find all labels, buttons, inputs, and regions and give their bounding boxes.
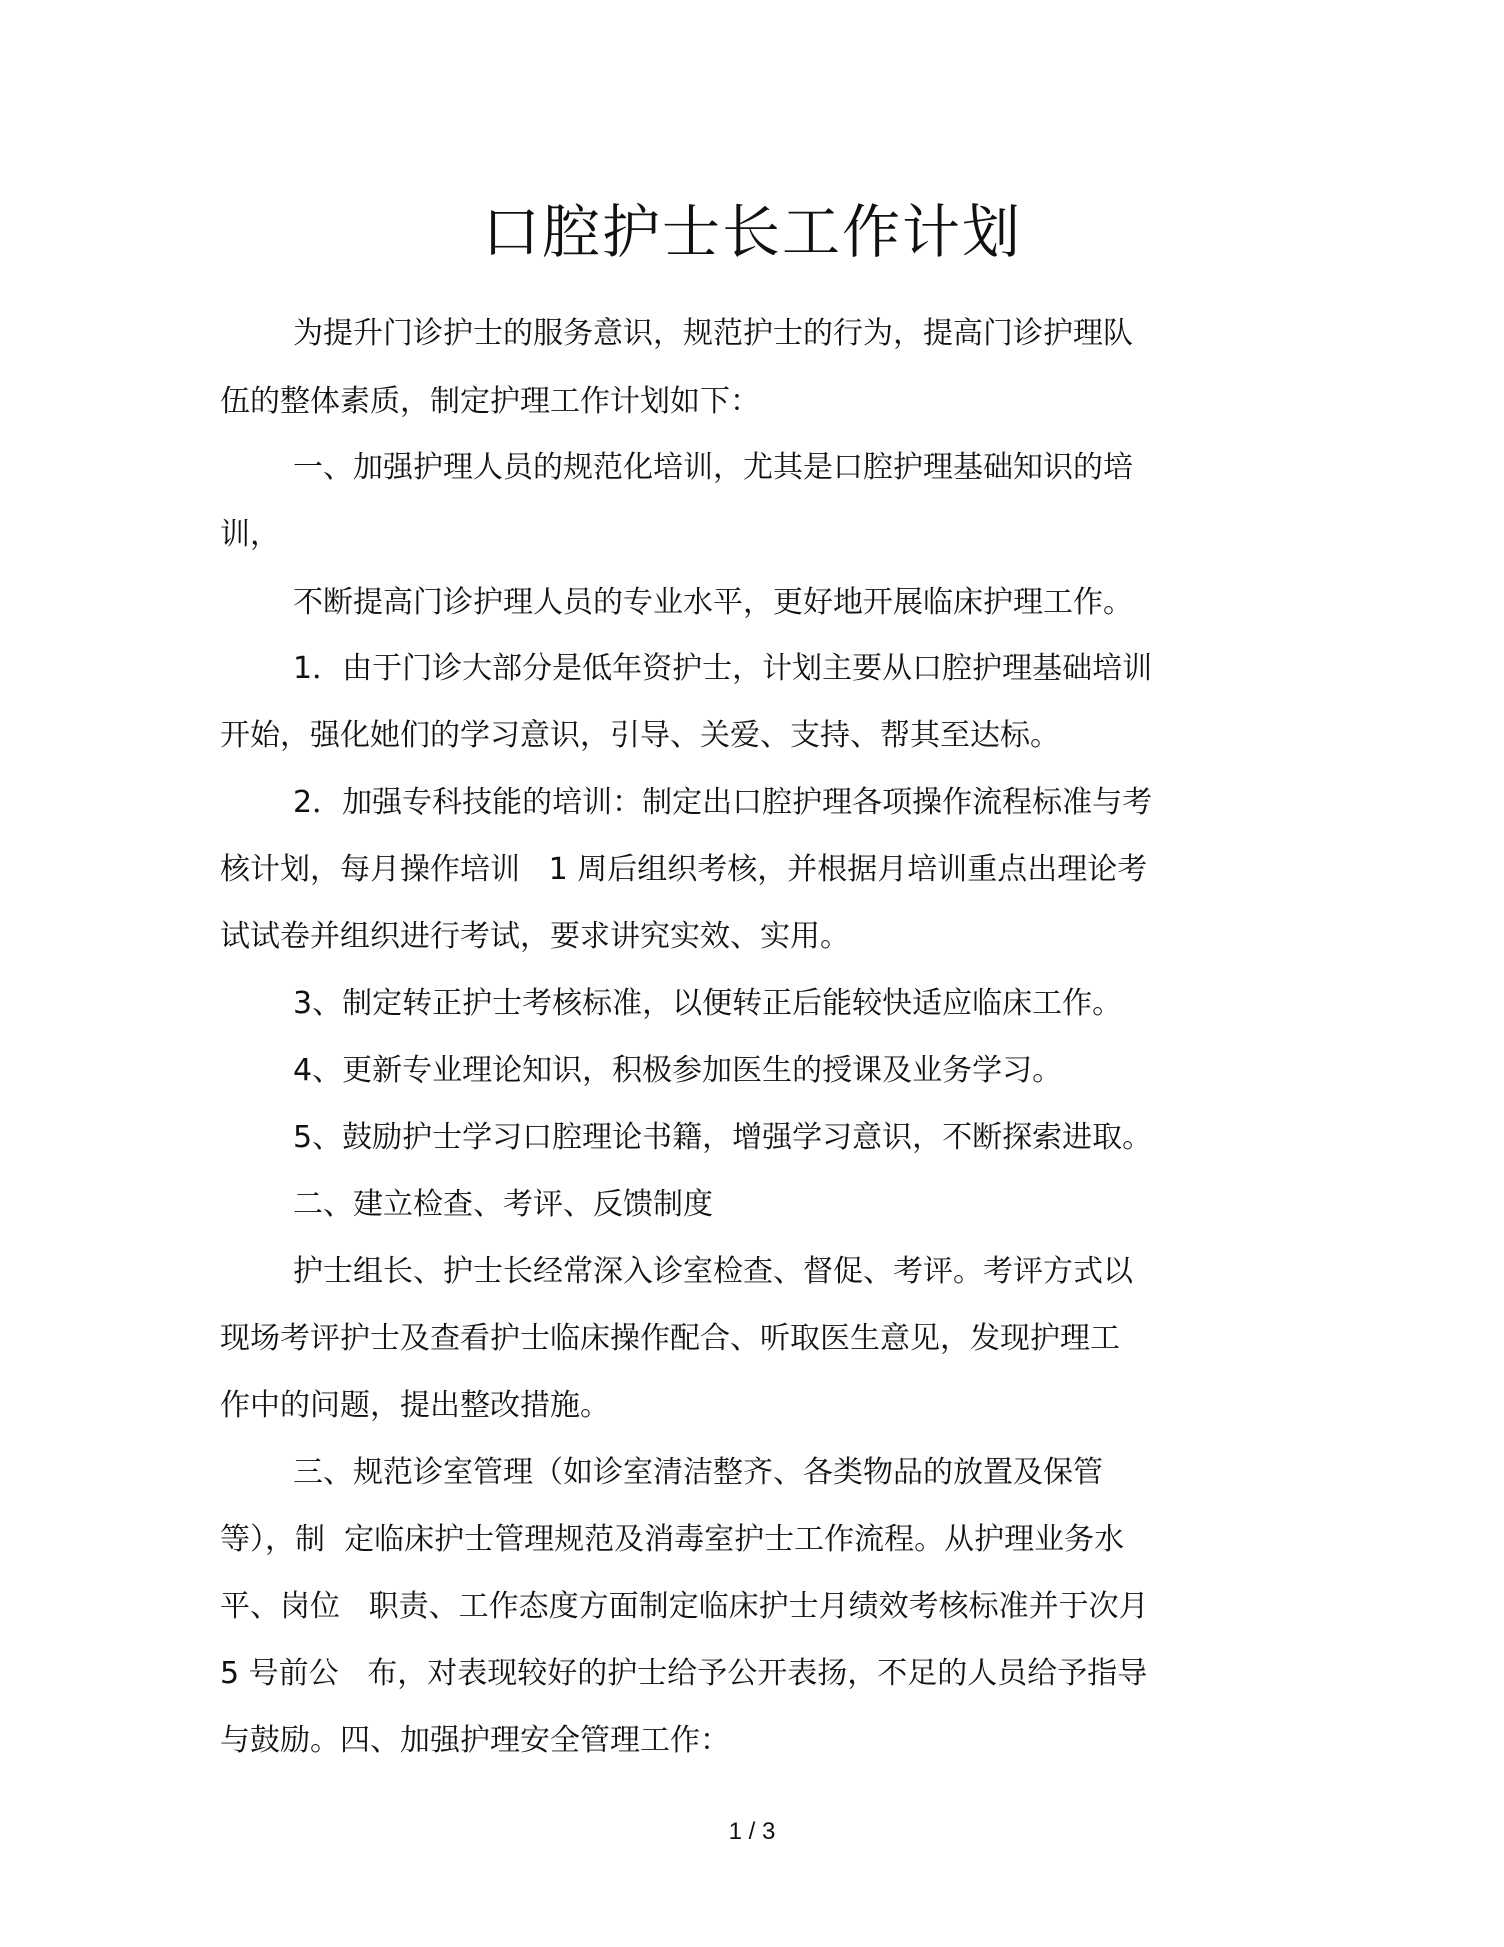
body-line: 4、更新专业理论知识，积极参加医生的授课及业务学习。 [293, 1053, 1063, 1088]
body-line: 不断提高门诊护理人员的专业水平，更好地开展临床护理工作。 [293, 585, 1133, 620]
body-line: 为提升门诊护士的服务意识，规范护士的行为，提高门诊护理队 [293, 316, 1133, 351]
body-line: 3、制定转正护士考核标准，以便转正后能较快适应临床工作。 [293, 986, 1123, 1021]
body-line: 训， [220, 517, 280, 552]
body-line: 5、鼓励护士学习口腔理论书籍，增强学习意识，不断探索进取。 [293, 1120, 1153, 1155]
document-title: 口腔护士长工作计划 [481, 198, 1022, 266]
page-number: 1 / 3 [728, 1818, 776, 1845]
body-line: 1．由于门诊大部分是低年资护士，计划主要从口腔护理基础培训 [293, 651, 1153, 686]
body-line: 等），制 定临床护士管理规范及消毒室护士工作流程。从护理业务水 [220, 1522, 1125, 1557]
body-line: 试试卷并组织进行考试，要求讲究实效、实用。 [220, 919, 850, 954]
body-line: 现场考评护士及查看护士临床操作配合、听取医生意见，发现护理工 [220, 1321, 1120, 1356]
body-line: 一、加强护理人员的规范化培训，尤其是口腔护理基础知识的培 [293, 450, 1133, 485]
body-line: 二、建立检查、考评、反馈制度 [293, 1187, 713, 1222]
body-line: 开始，强化她们的学习意识，引导、关爱、支持、帮其至达标。 [220, 718, 1060, 753]
body-line: 核计划，每月操作培训 1 周后组织考核，并根据月培训重点出理论考 [220, 852, 1148, 887]
body-line: 平、岗位 职责、工作态度方面制定临床护士月绩效考核标准并于次月 [220, 1589, 1149, 1624]
body-line: 伍的整体素质，制定护理工作计划如下： [220, 384, 760, 419]
body-line: 5 号前公 布，对表现较好的护士给予公开表扬，不足的人员给予指导 [220, 1656, 1148, 1691]
body-line: 作中的问题，提出整改措施。 [220, 1388, 610, 1423]
body-line: 与鼓励。四、加强护理安全管理工作： [220, 1723, 730, 1758]
body-line: 2．加强专科技能的培训：制定出口腔护理各项操作流程标准与考 [293, 785, 1153, 820]
body-line: 护士组长、护士长经常深入诊室检查、督促、考评。考评方式以 [293, 1254, 1133, 1289]
body-line: 三、规范诊室管理（如诊室清洁整齐、各类物品的放置及保管 [293, 1455, 1103, 1490]
